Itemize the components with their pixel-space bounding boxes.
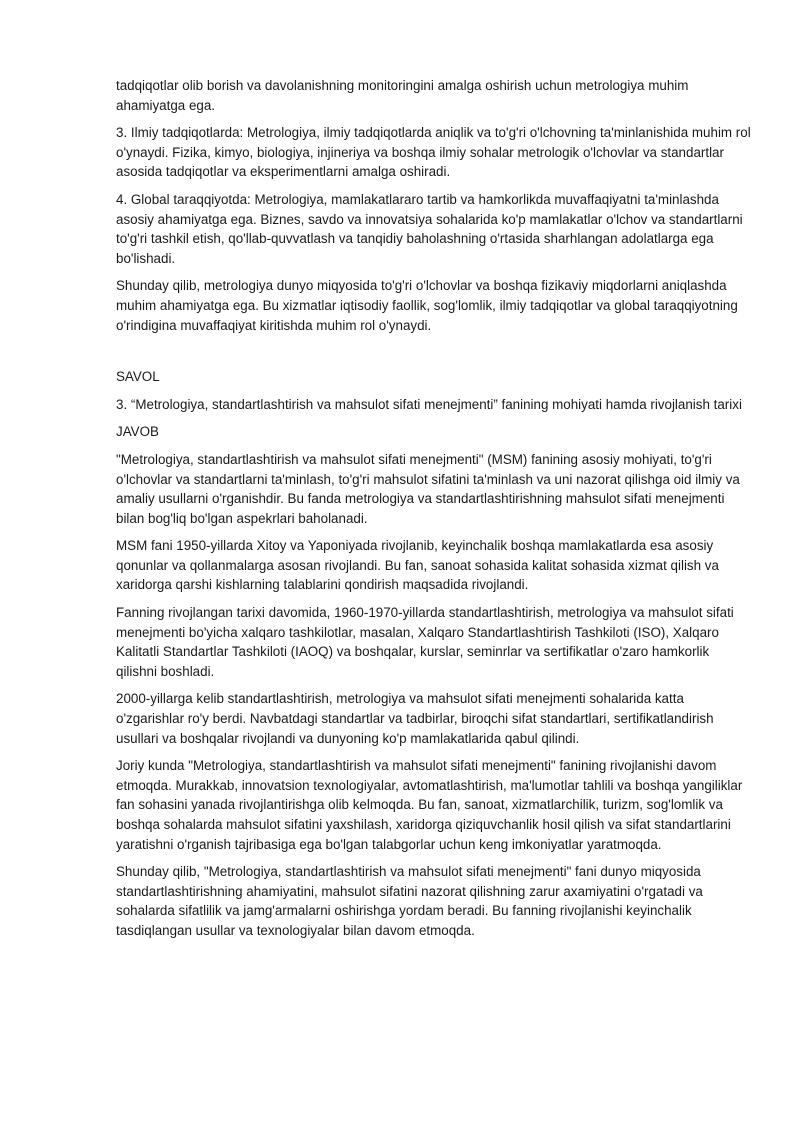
question-text: 3. “Metrologiya, standartlashtirish va mahsulot sifati menejmenti” fanining mohiyati hamda rivojlanish tarixi: [116, 396, 742, 412]
answer-paragraph-current: Joriy kunda "Metrologiya, standartlashtirish va mahsulot sifati menejmenti" fanining rivojlanishi davom etmoqda. Murakkab, innovatsion texnologiyalar, avtomatlashtirish, ma'lumotlar tahlili va boshqa yangiliklar fan sohasini yanada rivojlantirishga olib kelmoqda. Bu fan, sanoat, xizmatlarchilik, turizm, sog'lomlik va boshqa sohalarda mahsulot sifatini yaxshilash, xaridorga qiziquvchanlik hosil qilish va sifat standartlarini yaratishni o'rganish tajribasiga ega bo'lgan talabgorlar uchun keng imkoniyatlar yaratmoqda.: [116, 758, 743, 852]
paragraph-scientific-research: 3. Ilmiy tadqiqotlarda: Metrologiya, ilmiy tadqiqotlarda aniqlik va to'g'ri o'lchovning ta'minlanishida muhim rol o'ynaydi. Fizika, kimyo, biologiya, injineriya va boshqa ilmiy sohalar metrologik o'lchovlar va standartlar asosida tadqiqotlar va eksperimentlarni amalga oshiradi.: [116, 125, 751, 180]
savol-label: SAVOL: [116, 369, 160, 385]
spacer: [116, 343, 752, 367]
paragraph-medical-continuation: tadqiqotlar olib borish va davolanishning monitoringini amalga oshirish uchun metrologiya muhim ahamiyatga ega.: [116, 78, 689, 113]
javob-label: JAVOB: [116, 424, 159, 440]
answer-paragraph-origins: MSM fani 1950-yillarda Xitoy va Yaponiyada rivojlanib, keyinchalik boshqa mamlakatlarda esa asosiy qonunlar va qollanmalarga asosan rivojlandi. Bu fan, sanoat sohasida kalitat sohasida xizmat qilish va xaridorga qarshi kishlarning talablarini qondirish maqsadida rivojlandi.: [116, 538, 719, 593]
document-page: [116, 76, 752, 949]
answer-paragraph-2000s: 2000-yillarga kelib standartlashtirish, metrologiya va mahsulot sifati menejmenti sohalarida katta o'zgarishlar ro'y berdi. Navbatdagi standartlar va tadbirlar, biroqchi sifat standartlari, sertifikatlandirish usullari va boshqalar rivojlandi va dunyoning ko'p mamlakatlarida qabul qilindi.: [116, 691, 714, 746]
answer-paragraph-summary: Shunday qilib, "Metrologiya, standartlashtirish va mahsulot sifati menejmenti" fani dunyo miqyosida standartlashtirishning ahamiyatini, mahsulot sifatini nazorat qilishning zarur axamiyatini o'rgatadi va sohalarda sifatlilik va jamg'armalarni oshirishga yordam beradi. Bu fanning rivojlanishi keyinchalik tasdiqlangan usullar va texnologiyalar bilan davom etmoqda.: [116, 864, 703, 938]
paragraph-global-progress: 4. Global taraqqiyotda: Metrologiya, mamlakatlararo tartib va hamkorlikda muvaffaqiyatni ta'minlashda asosiy ahamiyatga ega. Biznes, savdo va innovatsiya sohalarida ko'p mamlakatlar o'lchov va standartlarni to'g'ri tashkil etish, qo'llab-quvvatlash va tanqidiy baholashning o'rtasida sharhlangan adolatlarga ega bo'lishadi.: [116, 191, 743, 266]
answer-paragraph-essence: "Metrologiya, standartlashtirish va mahsulot sifati menejmenti" (MSM) fanining asosiy mohiyati, to'g'ri o'lchovlar va standartlarni ta'minlash, to'g'ri mahsulot sifatini ta'minlash va uni nazorat qilishga oid ilmiy va amaliy usullarni o'rganishdir. Bu fanda metrologiya va standartlashtirishning mahsulot sifati menejmenti bilan bog'liq bo'lgan aspekrlari baholanadi.: [116, 451, 740, 526]
paragraph-conclusion: Shunday qilib, metrologiya dunyo miqyosida to'g'ri o'lchovlar va boshqa fizikaviy miqdorlarni aniqlashda muhim ahamiyatga ega. Bu xizmatlar iqtisodiy faollik, sog'lomlik, ilmiy tadqiqotlar va global taraqqiyotning o'rindigina muvaffaqiyat kiritishda muhim rol o'ynaydi.: [116, 278, 738, 333]
answer-paragraph-history: Fanning rivojlangan tarixi davomida, 1960-1970-yillarda standartlashtirish, metrologiya va mahsulot sifati menejmenti bo'yicha xalqaro tashkilotlar, masalan, Xalqaro Standartlashtirish Tashkiloti (ISO), Xalqaro Kalitatli Standartlar Tashkiloti (IAOQ) va boshqalar, kurslar, seminrlar va sertifikatlar o'zaro hamkorlik qilishni boshladi.: [116, 605, 734, 679]
